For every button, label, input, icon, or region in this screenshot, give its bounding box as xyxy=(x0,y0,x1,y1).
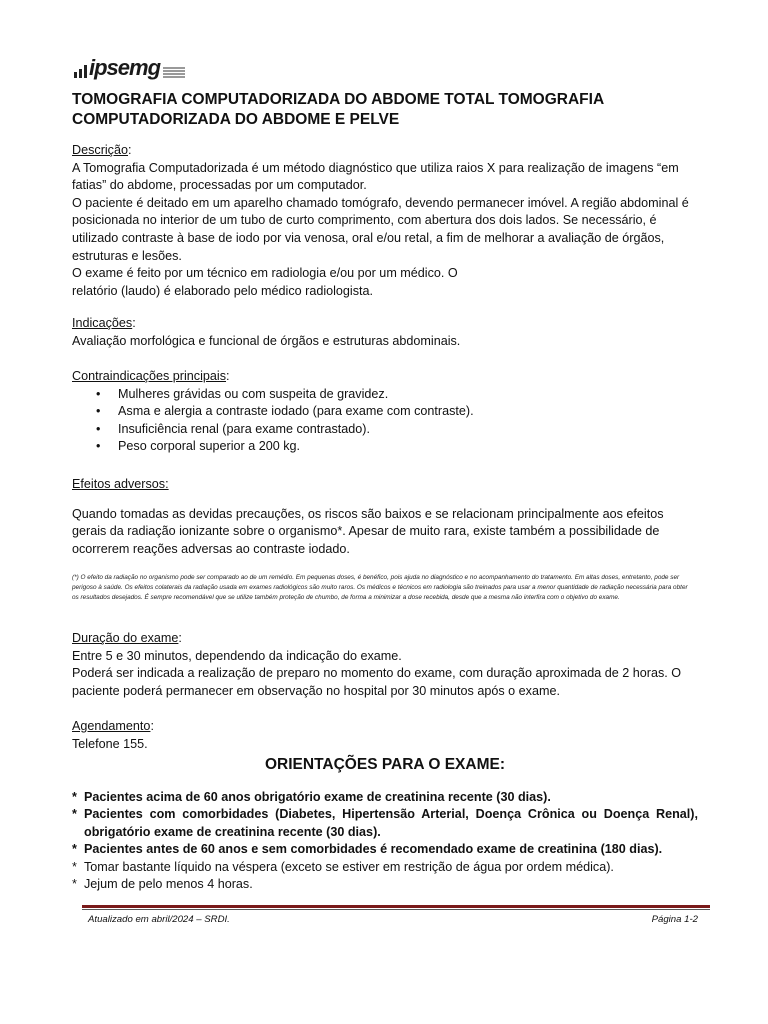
orientacao-text: Jejum de pelo menos 4 horas. xyxy=(84,877,253,892)
descricao-paragraph: relatório (laudo) é elaborado pelo médico radiologista. xyxy=(72,283,374,298)
orientacoes-list xyxy=(72,789,698,893)
contraindicacoes-heading-line xyxy=(72,368,698,386)
section-descricao xyxy=(72,142,698,300)
document-title: TOMOGRAFIA COMPUTADORIZADA DO ABDOME TOTAL TOMOGRAFIA COMPUTADORIZADA DO ABDOME E PELVE xyxy=(72,91,604,128)
section-contraindicacoes xyxy=(72,368,698,456)
orientacao-text: Tomar bastante líquido na véspera (exceto se estiver em restrição de água por ordem médica). xyxy=(84,859,614,874)
heading-colon: : xyxy=(132,316,136,330)
list-item xyxy=(72,876,698,893)
asterisk-marker: * xyxy=(72,790,77,804)
section-agendamento xyxy=(72,718,698,753)
logo-wordmark: ipsemg xyxy=(89,55,161,80)
agendamento-heading-line xyxy=(72,718,698,736)
contraindicacoes-list xyxy=(72,386,698,456)
descricao-heading: Descrição xyxy=(72,143,128,157)
footer-divider-thin xyxy=(82,909,710,910)
duracao-heading: Duração do exame xyxy=(72,631,179,645)
heading-colon: : xyxy=(128,143,132,157)
page-footer xyxy=(88,914,698,925)
heading-colon: : xyxy=(178,631,182,645)
radiation-footnote: (*) O efeito da radiação no organismo pode ser comparado ao de um remédio. Em pequenas doses, é benéfico, pois ajuda no diagnóstico e no acompanhamento do tratamento. Em altas doses, entretanto, pode ser perigoso à saúde. Os efeitos colaterais da radiação usada em exames radiológicos são muito raros. Os médicos e técnicos em radiologia são treinados para usar a menor quantidade de radiação necessária para obter os resultados desejados. É sempre recomendável que se utilize também proteção de chumbo, de forma a minimizar a dose recebida, desde que a mesma não interfira com o objetivo do exame. xyxy=(72,574,688,602)
descricao-heading-line xyxy=(72,142,698,160)
section-efeitos xyxy=(72,476,698,558)
list-item: • Insuficiência renal (para exame contrastado). xyxy=(72,421,698,439)
orientacao-text: Pacientes com comorbidades (Diabetes, Hipertensão Arterial, Doença Crônica ou Doença Renal), obrigatório exame de creatinina recente (30 dias). xyxy=(84,807,698,839)
list-item xyxy=(72,841,698,858)
list-item: • Mulheres grávidas ou com suspeita de gravidez. xyxy=(72,386,698,404)
orientacao-text: Pacientes acima de 60 anos obrigatório exame de creatinina recente (30 dias). xyxy=(84,790,551,804)
asterisk-marker: * xyxy=(72,859,77,874)
section-duracao xyxy=(72,630,698,700)
orientacao-text: Pacientes antes de 60 anos e sem comorbidades é recomendado exame de creatinina (180 dias). xyxy=(84,842,663,857)
duracao-heading-line xyxy=(72,630,698,648)
duracao-text: Poderá ser indicada a realização de preparo no momento do exame, com duração aproximada de 2 horas. O paciente poderá permanecer em observação no hospital por 30 minutos após o exame. xyxy=(72,666,682,698)
descricao-paragraph: A Tomografia Computadorizada é um método diagnóstico que utiliza raios X para realização de imagens “em fatias” do abdome, processadas por um computador. xyxy=(72,160,679,193)
efeitos-heading: Efeitos adversos: xyxy=(72,477,169,491)
descricao-paragraph: O exame é feito por um técnico em radiologia e/ou por um médico. O xyxy=(72,266,458,281)
list-item: • Asma e alergia a contraste iodado (para exame com contraste). xyxy=(72,403,698,421)
footer-updated: Atualizado em abril/2024 – SRDI. xyxy=(88,914,230,925)
asterisk-marker: * xyxy=(72,877,77,892)
footer-divider xyxy=(82,905,710,908)
logo-tagline-mark xyxy=(163,67,185,78)
ipsemg-logo xyxy=(74,52,185,78)
heading-colon: : xyxy=(226,369,230,383)
asterisk-marker: * xyxy=(72,807,77,822)
section-indicacoes xyxy=(72,315,698,350)
agendamento-text: Telefone 155. xyxy=(72,736,148,751)
orientacoes-title: ORIENTAÇÕES PARA O EXAME: xyxy=(265,756,505,773)
list-item xyxy=(72,859,698,876)
asterisk-marker: * xyxy=(72,842,77,857)
duracao-text: Entre 5 e 30 minutos, dependendo da indicação do exame. xyxy=(72,648,402,663)
list-item: • Peso corporal superior a 200 kg. xyxy=(72,438,698,456)
list-item xyxy=(72,806,698,841)
logo-bars-icon xyxy=(74,65,87,78)
list-item xyxy=(72,789,698,806)
contraindicacoes-heading: Contraindicações principais xyxy=(72,369,227,383)
heading-colon: : xyxy=(150,719,154,733)
indicacoes-text: Avaliação morfológica e funcional de órgãos e estruturas abdominais. xyxy=(72,333,461,348)
descricao-paragraph: O paciente é deitado em um aparelho chamado tomógrafo, devendo permanecer imóvel. A região abdominal é posicionada no interior de um tubo de curto comprimento, com abertura dos dois lados. Se necessário, é utilizado contraste à base de iodo por via venosa, oral e/ou retal, a fim de melhorar a avaliação de órgãos, estruturas e lesões. xyxy=(72,195,689,263)
indicacoes-heading: Indicações xyxy=(72,316,133,330)
indicacoes-heading-line xyxy=(72,315,698,333)
efeitos-text: Quando tomadas as devidas precauções, os riscos são baixos e se relacionam principalmente aos efeitos gerais da radiação ionizante sobre o organismo*. Apesar de muito rara, existe também a possibilidade de ocorrerem reações adversas ao contraste iodado. xyxy=(72,506,664,556)
footer-page-number: Página 1-2 xyxy=(651,914,698,925)
agendamento-heading: Agendamento xyxy=(72,719,151,733)
